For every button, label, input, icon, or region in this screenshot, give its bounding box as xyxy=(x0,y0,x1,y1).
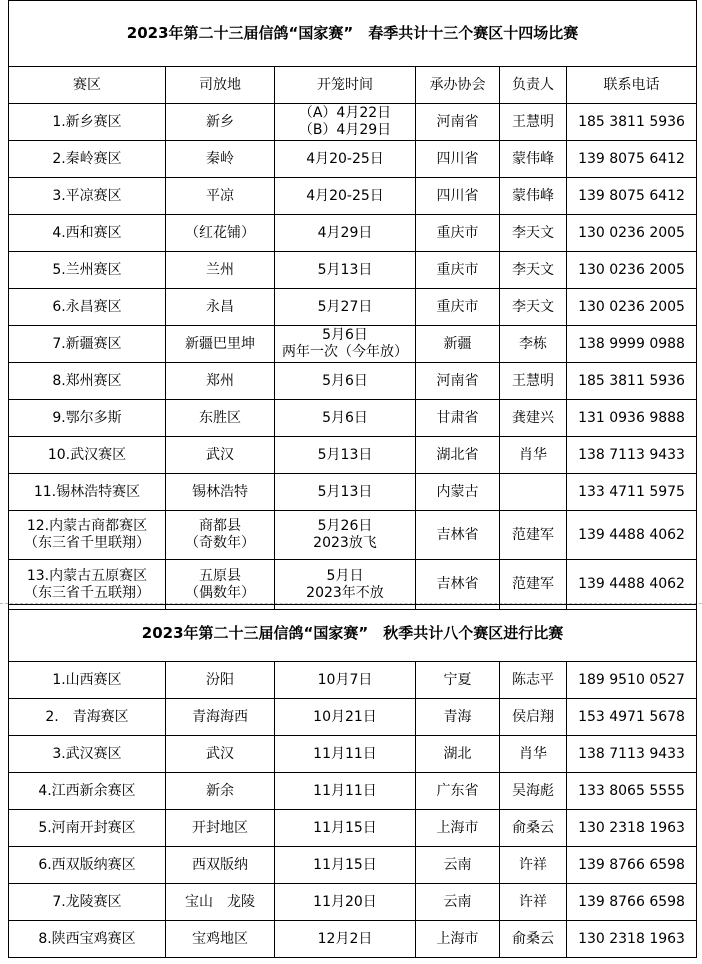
table-row xyxy=(9,560,697,610)
release-place-cell xyxy=(166,560,275,610)
release-place-cell-line: 宝山 龙陵 xyxy=(185,893,255,910)
organizer-cell-line: 重庆市 xyxy=(436,224,479,241)
table-row xyxy=(9,289,697,326)
release-place-cell xyxy=(166,252,275,289)
release-time-cell xyxy=(275,921,416,958)
organizer-cell xyxy=(416,178,500,215)
release-time-cell xyxy=(275,400,416,437)
release-place-cell xyxy=(166,511,275,560)
autumn-schedule-table xyxy=(8,604,697,958)
phone-cell: 130 2318 1963 xyxy=(567,810,697,847)
release-place-cell-line: 兰州 xyxy=(206,261,234,278)
contact-person-cell-line: 俞桑云 xyxy=(512,819,554,836)
contact-person-cell xyxy=(500,326,567,363)
zone-cell-line: 12.内蒙古商都赛区 xyxy=(26,518,148,534)
release-time-cell xyxy=(275,847,416,884)
contact-person-cell-line: 李栋 xyxy=(519,335,547,352)
spring-rows xyxy=(9,104,697,610)
contact-person-cell-line: 龚建兴 xyxy=(512,409,554,426)
release-time-cell-line: （A）4月22日 xyxy=(298,105,392,121)
header-phone: 联系电话 xyxy=(567,67,697,104)
release-place-cell xyxy=(166,326,275,363)
release-time-cell-line: 5月13日 xyxy=(317,261,373,278)
release-time-cell-line: 11月15日 xyxy=(313,819,377,836)
zone-cell-line: 1.新乡赛区 xyxy=(52,113,122,130)
release-place-cell-line: 新乡 xyxy=(206,113,234,130)
release-place-cell xyxy=(166,474,275,511)
release-place-cell xyxy=(166,921,275,958)
release-place-cell-line: 秦岭 xyxy=(206,150,234,167)
contact-person-cell xyxy=(500,104,567,141)
organizer-cell xyxy=(416,662,500,699)
zone-cell xyxy=(9,699,166,736)
table-row xyxy=(9,662,697,699)
zone-cell-line: 9.鄂尔多斯 xyxy=(52,409,122,426)
zone-cell-line: 7.新疆赛区 xyxy=(52,335,122,352)
spring-schedule-table xyxy=(8,0,697,610)
organizer-cell xyxy=(416,773,500,810)
zone-cell-line: 7.龙陵赛区 xyxy=(52,893,122,910)
organizer-cell xyxy=(416,289,500,326)
zone-cell-line: （东三省千五联翔） xyxy=(24,584,150,601)
organizer-cell xyxy=(416,326,500,363)
zone-cell xyxy=(9,252,166,289)
release-time-cell-line: 4月20-25日 xyxy=(306,187,384,204)
table-row xyxy=(9,104,697,141)
contact-person-cell-line: 俞桑云 xyxy=(512,930,554,947)
organizer-cell-line: 吉林省 xyxy=(436,526,479,543)
zone-cell-line: 13.内蒙古五原赛区 xyxy=(26,567,148,584)
release-time-cell-line: 5月27日 xyxy=(317,298,373,315)
release-place-cell-line: 新疆巴里坤 xyxy=(185,335,255,352)
release-place-cell xyxy=(166,884,275,921)
zone-cell xyxy=(9,400,166,437)
zone-cell-line: 5.兰州赛区 xyxy=(52,261,122,278)
organizer-cell-line: 云南 xyxy=(443,893,472,910)
release-time-cell-line: 5月13日 xyxy=(317,446,373,463)
phone-cell: 189 9510 0527 xyxy=(567,662,697,699)
contact-person-cell xyxy=(500,141,567,178)
phone-cell: 131 0936 9888 xyxy=(567,400,697,437)
organizer-cell-line: 甘肃省 xyxy=(436,409,479,426)
spring-title: 2023年第二十三届信鸽“国家赛” 春季共计十三个赛区十四场比赛 xyxy=(9,1,697,67)
zone-cell xyxy=(9,178,166,215)
zone-cell xyxy=(9,437,166,474)
release-time-cell xyxy=(275,178,416,215)
release-time-cell-line: 11月11日 xyxy=(313,745,377,762)
zone-cell xyxy=(9,289,166,326)
header-row xyxy=(9,67,697,104)
phone-cell: 138 9999 0988 xyxy=(567,326,697,363)
organizer-cell-line: 云南 xyxy=(443,856,472,873)
phone-cell: 130 2318 1963 xyxy=(567,921,697,958)
zone-cell xyxy=(9,141,166,178)
release-time-cell xyxy=(275,437,416,474)
release-place-cell xyxy=(166,215,275,252)
release-place-cell xyxy=(166,699,275,736)
zone-cell xyxy=(9,810,166,847)
zone-cell-line: 6.永昌赛区 xyxy=(52,298,122,315)
phone-cell: 130 0236 2005 xyxy=(567,215,697,252)
table-row xyxy=(9,400,697,437)
contact-person-cell xyxy=(500,884,567,921)
header-contact-person: 负责人 xyxy=(500,67,567,104)
zone-cell xyxy=(9,326,166,363)
zone-cell-line: 5.河南开封赛区 xyxy=(38,819,136,836)
phone-cell: 139 8766 6598 xyxy=(567,884,697,921)
release-time-cell-line: 5月6日 xyxy=(322,372,368,389)
contact-person-cell xyxy=(500,810,567,847)
organizer-cell-line: 宁夏 xyxy=(443,671,472,688)
release-place-cell-line: 青海海西 xyxy=(192,708,248,725)
zone-cell-line: 8.郑州赛区 xyxy=(52,372,122,389)
release-time-cell xyxy=(275,289,416,326)
organizer-cell-line: 上海市 xyxy=(436,930,479,947)
contact-person-cell-line: 肖华 xyxy=(519,745,547,762)
organizer-cell xyxy=(416,699,500,736)
release-place-cell xyxy=(166,141,275,178)
contact-person-cell xyxy=(500,736,567,773)
release-place-cell xyxy=(166,104,275,141)
contact-person-cell xyxy=(500,252,567,289)
organizer-cell-line: 湖北 xyxy=(443,745,472,762)
organizer-cell-line: 湖北省 xyxy=(436,446,479,463)
organizer-cell xyxy=(416,215,500,252)
zone-cell xyxy=(9,474,166,511)
release-place-cell xyxy=(166,847,275,884)
release-time-cell-line: 11月11日 xyxy=(313,782,377,799)
release-place-cell xyxy=(166,363,275,400)
phone-cell: 138 7113 9433 xyxy=(567,736,697,773)
contact-person-cell-line: 范建军 xyxy=(512,526,554,543)
contact-person-cell-line: 李天文 xyxy=(512,261,554,278)
release-time-cell-line: 12月2日 xyxy=(317,930,373,947)
organizer-cell xyxy=(416,884,500,921)
release-place-cell-line: （偶数年） xyxy=(185,584,255,601)
organizer-cell-line: 吉林省 xyxy=(436,576,479,592)
contact-person-cell xyxy=(500,662,567,699)
organizer-cell xyxy=(416,474,500,511)
contact-person-cell xyxy=(500,215,567,252)
contact-person-cell xyxy=(500,363,567,400)
contact-person-cell-line: 吴海彪 xyxy=(512,782,554,799)
phone-cell: 153 4971 5678 xyxy=(567,699,697,736)
contact-person-cell-line: 王慧明 xyxy=(512,113,554,130)
organizer-cell-line: 新疆 xyxy=(443,335,472,352)
phone-cell: 185 3811 5936 xyxy=(567,363,697,400)
phone-cell: 185 3811 5936 xyxy=(567,104,697,141)
table-row xyxy=(9,511,697,560)
zone-cell-line: 3.武汉赛区 xyxy=(52,745,122,762)
organizer-cell xyxy=(416,736,500,773)
contact-person-cell xyxy=(500,773,567,810)
release-time-cell xyxy=(275,511,416,560)
contact-person-cell-line: 侯启翔 xyxy=(512,708,554,725)
contact-person-cell xyxy=(500,400,567,437)
table-row xyxy=(9,884,697,921)
release-time-cell-line: 5月13日 xyxy=(317,483,373,500)
phone-cell: 139 4488 4062 xyxy=(567,560,697,610)
table-row xyxy=(9,437,697,474)
release-time-cell-line: 2023年不放 xyxy=(306,584,384,601)
zone-cell-line: 2. 青海赛区 xyxy=(45,708,129,725)
organizer-cell-line: 重庆市 xyxy=(436,298,479,315)
header-release-place: 司放地 xyxy=(166,67,275,104)
zone-cell-line: 10.武汉赛区 xyxy=(47,446,127,463)
zone-cell xyxy=(9,921,166,958)
contact-person-cell-line: 范建军 xyxy=(512,576,554,592)
release-place-cell xyxy=(166,662,275,699)
release-time-cell-line: 10月21日 xyxy=(313,708,377,725)
organizer-cell xyxy=(416,847,500,884)
release-time-cell-line: 5月日 xyxy=(326,567,364,584)
organizer-cell-line: 四川省 xyxy=(436,150,479,167)
release-time-cell-line: 2023放飞 xyxy=(313,535,377,551)
release-time-cell-line: 5月6日 xyxy=(322,327,368,343)
zone-cell-line: 11.锡林浩特赛区 xyxy=(33,483,141,500)
release-time-cell xyxy=(275,736,416,773)
organizer-cell xyxy=(416,252,500,289)
release-time-cell xyxy=(275,326,416,363)
table-row xyxy=(9,810,697,847)
phone-cell: 139 8075 6412 xyxy=(567,141,697,178)
release-time-cell-line: 11月20日 xyxy=(313,893,377,910)
release-time-cell-line: 5月6日 xyxy=(322,409,368,426)
release-place-cell-line: 永昌 xyxy=(206,298,234,315)
zone-cell-line: 1.山西赛区 xyxy=(52,671,122,688)
contact-person-cell xyxy=(500,437,567,474)
organizer-cell xyxy=(416,511,500,560)
zone-cell xyxy=(9,363,166,400)
zone-cell-line: 6.西双版纳赛区 xyxy=(38,856,136,873)
release-time-cell xyxy=(275,560,416,610)
phone-cell: 130 0236 2005 xyxy=(567,252,697,289)
release-time-cell xyxy=(275,252,416,289)
contact-person-cell-line: 蒙伟峰 xyxy=(512,187,554,204)
contact-person-cell-line: 蒙伟峰 xyxy=(512,150,554,167)
release-time-cell xyxy=(275,773,416,810)
contact-person-cell-line: 许祥 xyxy=(519,856,547,873)
organizer-cell-line: 广东省 xyxy=(436,782,479,799)
table-row xyxy=(9,178,697,215)
release-time-cell-line: 10月7日 xyxy=(317,671,373,688)
contact-person-cell xyxy=(500,847,567,884)
organizer-cell xyxy=(416,141,500,178)
table-row xyxy=(9,736,697,773)
zone-cell xyxy=(9,773,166,810)
release-place-cell xyxy=(166,289,275,326)
contact-person-cell xyxy=(500,474,567,511)
table-row xyxy=(9,215,697,252)
phone-cell: 133 4711 5975 xyxy=(567,474,697,511)
release-place-cell-line: 郑州 xyxy=(206,372,234,389)
zone-cell xyxy=(9,104,166,141)
release-place-cell-line: （红花铺） xyxy=(185,224,255,241)
table-row xyxy=(9,474,697,511)
contact-person-cell xyxy=(500,699,567,736)
release-time-cell xyxy=(275,215,416,252)
zone-cell xyxy=(9,884,166,921)
release-time-cell xyxy=(275,363,416,400)
contact-person-cell-line: 李天文 xyxy=(512,298,554,315)
organizer-cell xyxy=(416,560,500,610)
autumn-rows xyxy=(9,662,697,958)
release-time-cell xyxy=(275,474,416,511)
organizer-cell xyxy=(416,363,500,400)
contact-person-cell xyxy=(500,921,567,958)
zone-cell-line: （东三省千里联翔） xyxy=(24,535,150,551)
organizer-cell-line: 河南省 xyxy=(436,113,479,130)
autumn-title: 2023年第二十三届信鸽“国家赛” 秋季共计八个赛区进行比赛 xyxy=(9,605,697,662)
organizer-cell xyxy=(416,921,500,958)
contact-person-cell-line: 陈志平 xyxy=(512,671,554,688)
phone-cell: 139 8075 6412 xyxy=(567,178,697,215)
organizer-cell-line: 上海市 xyxy=(436,819,479,836)
zone-cell xyxy=(9,736,166,773)
release-place-cell-line: 西双版纳 xyxy=(192,856,248,873)
phone-cell: 133 8065 5555 xyxy=(567,773,697,810)
release-time-cell xyxy=(275,141,416,178)
zone-cell xyxy=(9,511,166,560)
release-place-cell-line: 新余 xyxy=(206,782,234,799)
organizer-cell xyxy=(416,104,500,141)
organizer-cell-line: 重庆市 xyxy=(436,261,479,278)
contact-person-cell-line: 李天文 xyxy=(512,224,554,241)
zone-cell xyxy=(9,847,166,884)
release-time-cell xyxy=(275,662,416,699)
table-row xyxy=(9,773,697,810)
zone-cell xyxy=(9,662,166,699)
zone-cell xyxy=(9,560,166,610)
contact-person-cell-line: 肖华 xyxy=(519,446,547,463)
organizer-cell-line: 青海 xyxy=(443,708,472,725)
release-place-cell-line: 宝鸡地区 xyxy=(192,930,248,947)
contact-person-cell xyxy=(500,178,567,215)
release-place-cell xyxy=(166,773,275,810)
release-place-cell xyxy=(166,736,275,773)
table-row xyxy=(9,363,697,400)
release-place-cell-line: 五原县 xyxy=(199,567,241,584)
release-time-cell-line: （B）4月29日 xyxy=(298,122,392,138)
release-time-cell xyxy=(275,884,416,921)
release-place-cell xyxy=(166,400,275,437)
table-row xyxy=(9,921,697,958)
release-place-cell-line: 锡林浩特 xyxy=(192,483,248,500)
release-time-cell-line: 11月15日 xyxy=(313,856,377,873)
release-time-cell-line: 5月26日 xyxy=(317,518,373,534)
release-time-cell xyxy=(275,104,416,141)
contact-person-cell xyxy=(500,289,567,326)
table-row xyxy=(9,699,697,736)
table-row xyxy=(9,847,697,884)
contact-person-cell xyxy=(500,511,567,560)
organizer-cell xyxy=(416,810,500,847)
table-row xyxy=(9,252,697,289)
release-place-cell-line: 武汉 xyxy=(206,446,234,463)
release-place-cell-line: 东胜区 xyxy=(199,409,241,426)
zone-cell xyxy=(9,215,166,252)
release-time-cell xyxy=(275,699,416,736)
release-time-cell-line: 4月20-25日 xyxy=(306,150,384,167)
zone-cell-line: 3.平凉赛区 xyxy=(52,187,122,204)
zone-cell-line: 4.西和赛区 xyxy=(52,224,122,241)
organizer-cell-line: 内蒙古 xyxy=(436,483,479,500)
contact-person-cell-line: 王慧明 xyxy=(512,372,554,389)
zone-cell-line: 8.陕西宝鸡赛区 xyxy=(38,930,136,947)
phone-cell: 138 7113 9433 xyxy=(567,437,697,474)
contact-person-cell xyxy=(500,560,567,610)
zone-cell-line: 4.江西新余赛区 xyxy=(38,782,136,799)
release-time-cell-line: 两年一次（今年放） xyxy=(282,344,408,360)
phone-cell: 139 8766 6598 xyxy=(567,847,697,884)
release-place-cell xyxy=(166,178,275,215)
organizer-cell-line: 河南省 xyxy=(436,372,479,389)
zone-cell-line: 2.秦岭赛区 xyxy=(52,150,122,167)
header-zone: 赛区 xyxy=(9,67,166,104)
table-row xyxy=(9,141,697,178)
phone-cell: 139 4488 4062 xyxy=(567,511,697,560)
release-time-cell xyxy=(275,810,416,847)
phone-cell: 130 0236 2005 xyxy=(567,289,697,326)
release-place-cell-line: 武汉 xyxy=(206,745,234,762)
header-release-time: 开笼时间 xyxy=(275,67,416,104)
organizer-cell xyxy=(416,400,500,437)
release-place-cell xyxy=(166,437,275,474)
release-place-cell-line: （奇数年） xyxy=(185,535,255,551)
release-place-cell-line: 平凉 xyxy=(206,187,234,204)
organizer-cell xyxy=(416,437,500,474)
release-place-cell-line: 汾阳 xyxy=(206,671,234,688)
header-organizer: 承办协会 xyxy=(416,67,500,104)
contact-person-cell-line: 许祥 xyxy=(519,893,547,910)
table-row xyxy=(9,326,697,363)
organizer-cell-line: 四川省 xyxy=(436,187,479,204)
release-time-cell-line: 4月29日 xyxy=(317,224,373,241)
release-place-cell xyxy=(166,810,275,847)
release-place-cell-line: 开封地区 xyxy=(192,819,248,836)
release-place-cell-line: 商都县 xyxy=(199,518,241,534)
